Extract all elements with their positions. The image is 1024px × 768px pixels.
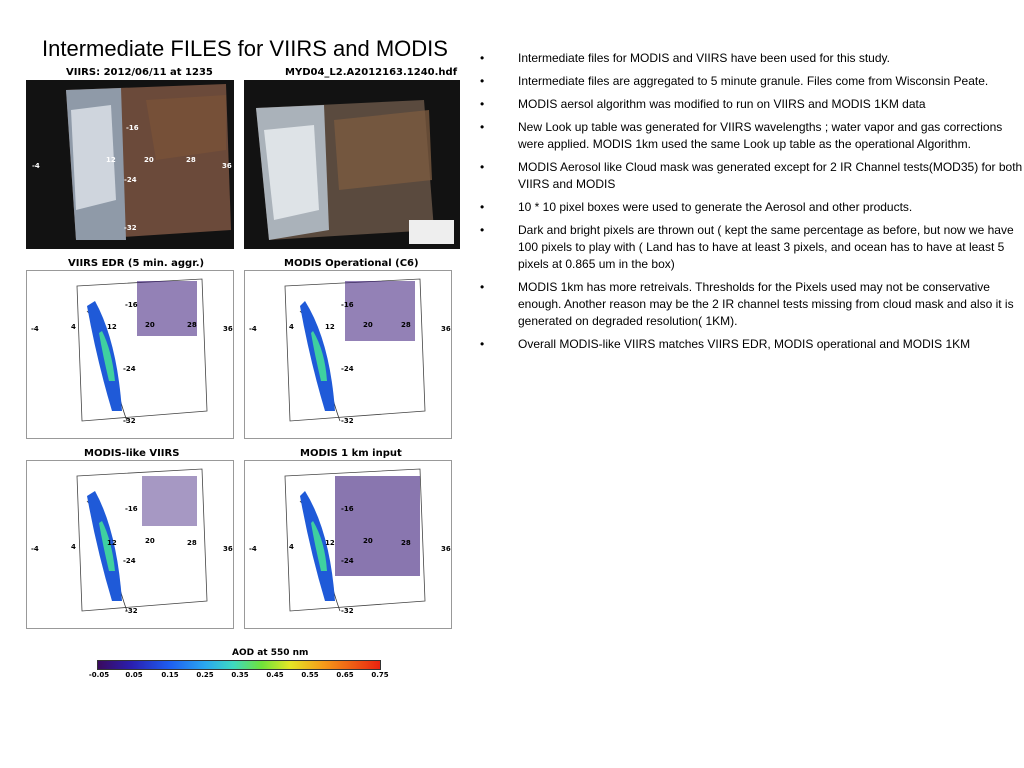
bullet-text: 10 * 10 pixel boxes were used to generate the Aerosol and other products. (518, 200, 913, 214)
bullet-dot: • (480, 160, 485, 174)
bullet-dot: • (480, 280, 485, 294)
colorbar-tick: 0.25 (196, 671, 214, 679)
bullet-text: MODIS aersol algorithm was modified to run on VIIRS and MODIS 1KM data (518, 97, 926, 111)
tick-label: -24 (341, 365, 354, 373)
tick-label: -24 (123, 365, 136, 373)
tick-label: -16 (125, 505, 138, 513)
tick-label: -4 (249, 545, 257, 553)
tick-label: 28 (401, 539, 411, 547)
bullet-dot: • (480, 74, 485, 88)
tick-label: 36 (223, 545, 233, 553)
tick-label: -32 (124, 224, 137, 232)
tick-label: -4 (31, 545, 39, 553)
tick-label: 4 (289, 323, 294, 331)
tick-label: -32 (341, 417, 354, 425)
bullet-item (478, 159, 1024, 193)
tick-label: -4 (32, 162, 40, 170)
bullet-item (478, 222, 1024, 273)
bullet-item (478, 119, 1024, 153)
tick-label: 36 (441, 325, 451, 333)
page-title: Intermediate FILES for VIIRS and MODIS (42, 36, 448, 61)
tick-label: 36 (223, 325, 233, 333)
tick-label: 20 (363, 537, 373, 545)
modis-truecolor-label: MYD04_L2.A2012163.1240.hdf (285, 67, 458, 78)
modis-like-viirs-map (26, 460, 234, 629)
tick-label: -32 (125, 607, 138, 615)
bullet-text: Intermediate files are aggregated to 5 minute granule. Files come from Wisconsin Peate. (518, 74, 989, 88)
tick-label: 36 (441, 545, 451, 553)
modis-operational-map (244, 270, 452, 439)
tick-label: 36 (222, 162, 232, 170)
bullet-dot: • (480, 120, 485, 134)
bullet-dot: • (480, 223, 485, 237)
tick-label: 12 (107, 323, 117, 331)
tick-label: 28 (401, 321, 411, 329)
tick-label: 12 (107, 539, 117, 547)
modis-1km-label: MODIS 1 km input (300, 448, 402, 459)
tick-label: 12 (325, 539, 335, 547)
tick-label: -32 (123, 417, 136, 425)
bullet-dot: • (480, 97, 485, 111)
colorbar-tick: 0.45 (266, 671, 284, 679)
viirs-truecolor-image (26, 80, 234, 249)
tick-label: -24 (123, 557, 136, 565)
tick-label: 20 (145, 537, 155, 545)
modis-truecolor-graphic (244, 80, 460, 249)
tick-label: 4 (71, 323, 76, 331)
tick-label: 4 (71, 543, 76, 551)
tick-label: -16 (341, 301, 354, 309)
colorbar-tick: 0.75 (371, 671, 389, 679)
tick-label: 4 (289, 543, 294, 551)
colorbar-tick: 0.35 (231, 671, 249, 679)
bullet-text: Overall MODIS-like VIIRS matches VIIRS EDR, MODIS operational and MODIS 1KM (518, 337, 971, 351)
modis-like-viirs-graphic (27, 461, 234, 629)
tick-label: -24 (341, 557, 354, 565)
bullet-text: Dark and bright pixels are thrown out ( kept the same percentage as before, but now we have 100 pixels to play with ( Land has to have at least 3 pixels, and ocean has to have at least 5 pixels at 0.865 um in the box) (518, 223, 1014, 271)
modis-like-viirs-label: MODIS-like VIIRS (84, 448, 180, 459)
modis-truecolor-image (244, 80, 460, 249)
bullet-text: New Look up table was generated for VIIRS wavelengths ; water vapor and gas corrections were applied. MODIS 1km used the same Look up table as the operational Algorithm. (518, 120, 1003, 151)
tick-label: 12 (106, 156, 116, 164)
tick-label: -4 (249, 325, 257, 333)
bullet-item (478, 336, 1024, 353)
colorbar-tick: 0.65 (336, 671, 354, 679)
colorbar-tick: 0.55 (301, 671, 319, 679)
bullet-item (478, 73, 1024, 90)
tick-label: 20 (145, 321, 155, 329)
modis-1km-graphic (245, 461, 452, 629)
viirs-edr-map (26, 270, 234, 439)
bullet-item (478, 50, 1024, 67)
bullet-text: MODIS 1km has more retreivals. Thresholds for the Pixels used may not be conservative enough. Another reason may be the 2 IR channel tests missing from cloud mask and also it is generated on degraded resolution( 1KM). (518, 280, 1014, 328)
tick-label: -16 (341, 505, 354, 513)
tick-label: -16 (126, 124, 139, 132)
bullet-dot: • (480, 200, 485, 214)
tick-label: 20 (144, 156, 154, 164)
tick-label: -16 (125, 301, 138, 309)
tick-label: 28 (187, 321, 197, 329)
bullet-dot: • (480, 337, 485, 351)
bullet-text: Intermediate files for MODIS and VIIRS have been used for this study. (518, 51, 890, 65)
bullet-item (478, 96, 1024, 113)
viirs-edr-graphic (27, 271, 234, 439)
colorbar-title: AOD at 550 nm (232, 648, 309, 658)
tick-label: -24 (124, 176, 137, 184)
colorbar-tick: 0.05 (125, 671, 143, 679)
viirs-truecolor-label: VIIRS: 2012/06/11 at 1235 (66, 67, 213, 78)
colorbar-tick: 0.15 (161, 671, 179, 679)
bullet-item (478, 199, 1024, 216)
tick-label: 28 (187, 539, 197, 547)
bullet-item (478, 279, 1024, 330)
viirs-edr-label: VIIRS EDR (5 min. aggr.) (68, 258, 205, 269)
aod-colorbar (97, 660, 381, 670)
bullet-text: MODIS Aerosol like Cloud mask was generated except for 2 IR Channel tests(MOD35) for both VIIRS and MODIS (518, 160, 1023, 191)
tick-label: 20 (363, 321, 373, 329)
bullet-list (478, 50, 1024, 359)
modis-operational-label: MODIS Operational (C6) (284, 258, 419, 269)
tick-label: -32 (341, 607, 354, 615)
tick-label: 12 (325, 323, 335, 331)
modis-1km-map (244, 460, 452, 629)
colorbar-tick: -0.05 (88, 671, 110, 679)
bullet-dot: • (480, 51, 485, 65)
tick-label: 28 (186, 156, 196, 164)
tick-label: -4 (31, 325, 39, 333)
modis-operational-graphic (245, 271, 452, 439)
